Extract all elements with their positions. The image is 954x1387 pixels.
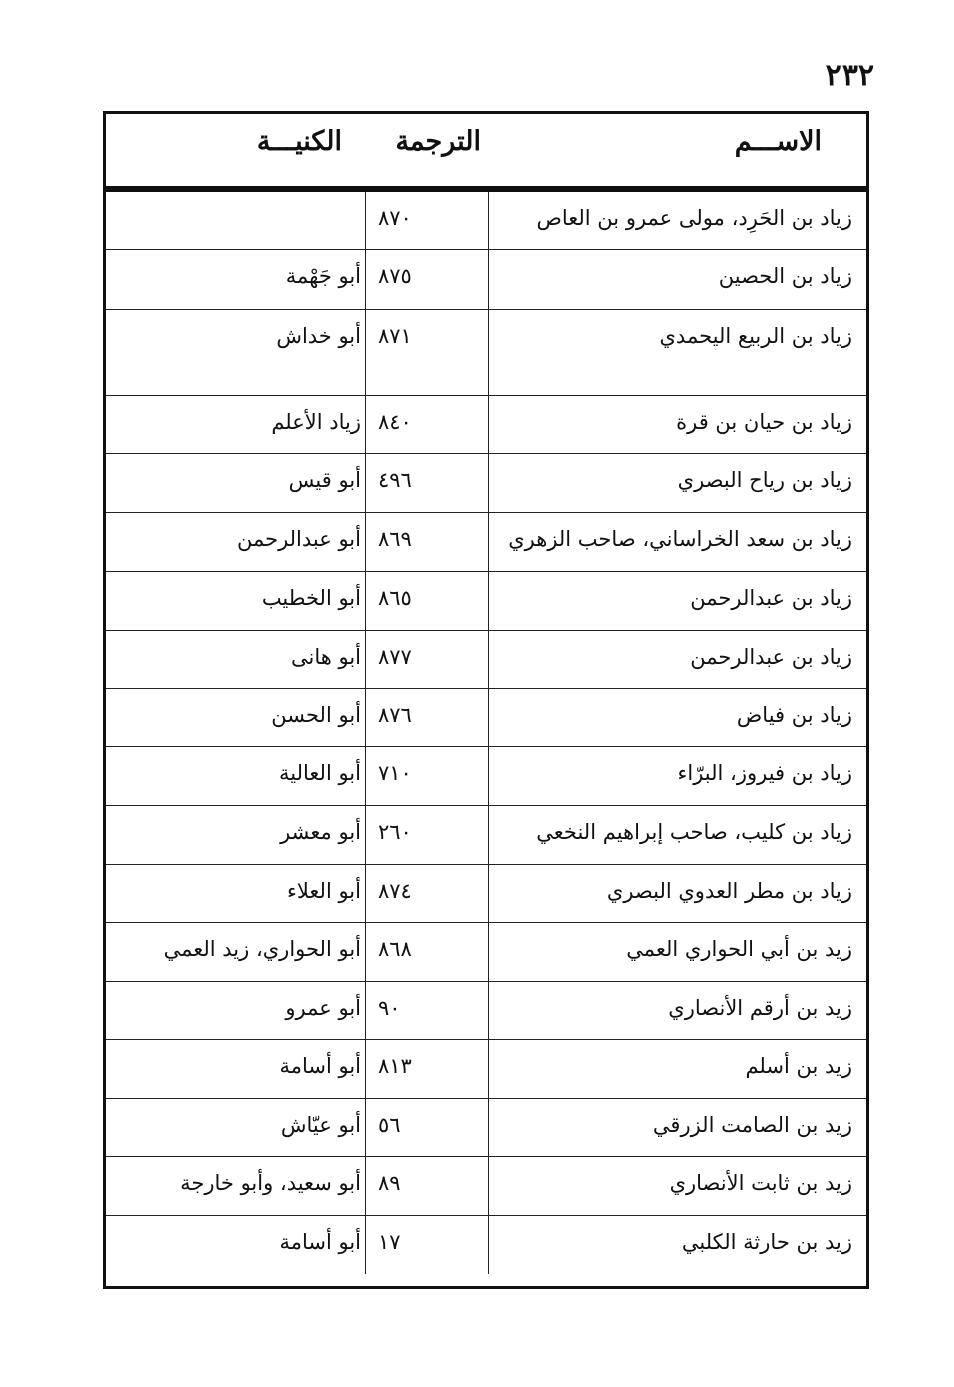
- kunya-cell: زياد الأعلم: [271, 410, 361, 434]
- table-row: [106, 923, 866, 982]
- translation-number-cell: ٨٧٥: [365, 250, 489, 309]
- translation-number-cell: ٨٧١: [365, 310, 489, 395]
- name-cell: زياد بن الربيع اليحمدي: [659, 324, 852, 348]
- table-row: [106, 865, 866, 923]
- table-row: [106, 250, 866, 310]
- kunya-cell: أبو عمرو: [285, 996, 361, 1020]
- translation-number-cell: ٤٩٦: [365, 454, 489, 512]
- name-cell: زياد بن عبدالرحمن: [690, 586, 852, 610]
- name-cell: زياد بن رياح البصري: [677, 468, 852, 492]
- name-cell: زياد بن كليب، صاحب إبراهيم النخعي: [536, 820, 852, 844]
- names-table: [103, 111, 869, 1289]
- table-row: [106, 1099, 866, 1157]
- table-row: [106, 572, 866, 631]
- translation-number-cell: ٨١٣: [365, 1040, 489, 1098]
- name-cell: زياد بن الحصين: [718, 264, 852, 288]
- table-row: [106, 689, 866, 747]
- translation-number-cell: ٨٧٦: [365, 689, 489, 746]
- kunya-cell: أبو أسامة: [279, 1230, 361, 1254]
- name-cell: زياد بن مطر العدوي البصري: [606, 879, 852, 903]
- name-cell: زيد بن أرقم الأنصاري: [668, 996, 852, 1020]
- translation-number-cell: ٨٦٩: [365, 513, 489, 571]
- translation-number-cell: ٨٦٥: [365, 572, 489, 630]
- name-cell: زياد بن فياض: [736, 703, 852, 727]
- name-cell: زيد بن حارثة الكلبي: [681, 1230, 852, 1254]
- translation-number-cell: ٥٦: [365, 1099, 489, 1156]
- table-row: [106, 192, 866, 250]
- table-row: [106, 513, 866, 572]
- translation-number-cell: ٨٧٧: [365, 631, 489, 688]
- kunya-cell: أبو قيس: [288, 468, 361, 492]
- kunya-cell: أبو هانى: [290, 645, 361, 669]
- translation-number-cell: ٨٩: [365, 1157, 489, 1215]
- table-header: [106, 114, 866, 192]
- kunya-cell: أبو عبدالرحمن: [236, 527, 361, 551]
- table-row: [106, 396, 866, 454]
- translation-number-cell: ١٧: [365, 1216, 489, 1274]
- table-row: [106, 1040, 866, 1099]
- translation-number-cell: ٢٦٠: [365, 806, 489, 864]
- name-cell: زيد بن الصامت الزرقي: [652, 1113, 852, 1137]
- translation-number-cell: ٨٧٤: [365, 865, 489, 922]
- kunya-cell: أبو الخطيب: [261, 586, 361, 610]
- kunya-cell: أبو خداش: [276, 324, 361, 348]
- name-cell: زياد بن سعد الخراساني، صاحب الزهري: [508, 527, 852, 551]
- name-cell: زيد بن أبي الحواري العمي: [626, 937, 852, 961]
- kunya-cell: أبو أسامة: [279, 1054, 361, 1078]
- kunya-cell: أبو عيّاش: [280, 1113, 361, 1137]
- kunya-cell: أبو سعيد، وأبو خارجة: [180, 1171, 361, 1195]
- name-cell: زيد بن ثابت الأنصاري: [669, 1171, 852, 1195]
- header-translation: الترجمة: [395, 126, 481, 157]
- table-row: [106, 1157, 866, 1216]
- table-row: [106, 1216, 866, 1274]
- translation-number-cell: ٨٤٠: [365, 396, 489, 453]
- kunya-cell: أبو الحسن: [271, 703, 361, 727]
- translation-number-cell: ٨٦٨: [365, 923, 489, 981]
- table-row: [106, 982, 866, 1040]
- header-name: الاســـم: [734, 126, 822, 157]
- kunya-cell: أبو معشر: [280, 820, 361, 844]
- name-cell: زياد بن الحَرِد، مولى عمرو بن العاص: [536, 206, 852, 230]
- table-body: [106, 192, 866, 1274]
- table-row: [106, 806, 866, 865]
- kunya-cell: أبو جَهْمة: [285, 264, 361, 288]
- table-row: [106, 631, 866, 689]
- translation-number-cell: ٧١٠: [365, 747, 489, 805]
- translation-number-cell: ٨٧٠: [365, 192, 489, 249]
- kunya-cell: [106, 192, 365, 249]
- name-cell: زياد بن حيان بن قرة: [676, 410, 852, 434]
- header-kunya: الكنيـــة: [256, 126, 342, 157]
- name-cell: زياد بن عبدالرحمن: [690, 645, 852, 669]
- table-row: [106, 310, 866, 396]
- kunya-cell: أبو الحواري، زيد العمي: [163, 937, 361, 961]
- translation-number-cell: ٩٠: [365, 982, 489, 1039]
- kunya-cell: أبو العالية: [279, 761, 361, 785]
- name-cell: زياد بن فيروز، البرّاء: [677, 761, 852, 785]
- table-row: [106, 454, 866, 513]
- name-cell: زيد بن أسلم: [745, 1054, 852, 1078]
- kunya-cell: أبو العلاء: [287, 879, 361, 903]
- table-row: [106, 747, 866, 806]
- page-number: ٢٣٢: [825, 58, 874, 93]
